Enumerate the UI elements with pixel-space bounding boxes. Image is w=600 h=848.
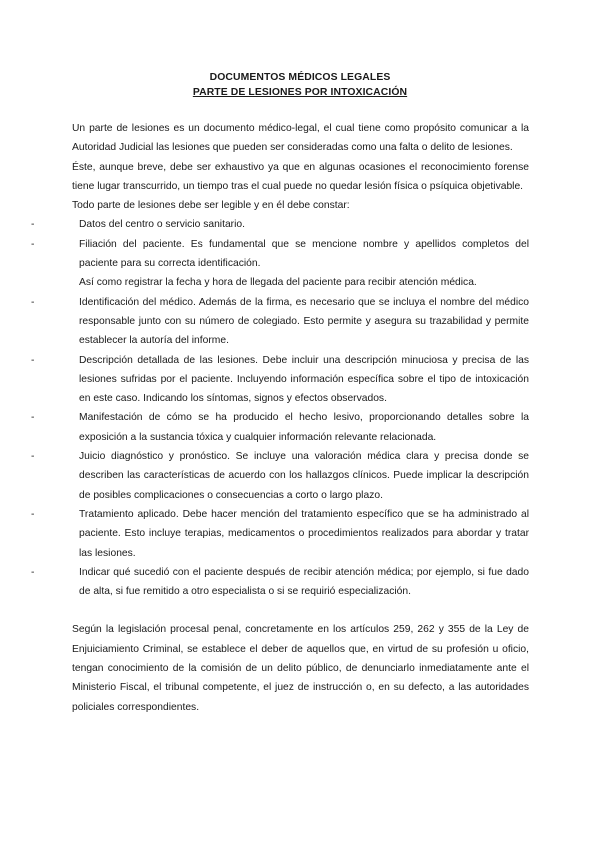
- list-item-text: Manifestación de cómo se ha producido el hecho lesivo, proporcionando detalles sobre la exposición a la sustancia tóxica y cualquier información relevante relacionada.: [79, 412, 529, 443]
- list-item: [31, 447, 529, 505]
- list-item-text: Datos del centro o servicio sanitario.: [79, 219, 245, 231]
- bullet-dash: -: [31, 296, 35, 308]
- requirements-list: [31, 215, 529, 601]
- intro-paragraph-1: Un parte de lesiones es un documento médico-legal, el cual tiene como propósito comunicar a la Autoridad Judicial las lesiones que pueden ser consideradas como una falta o delito de lesiones.: [72, 123, 529, 154]
- bullet-dash: -: [31, 508, 35, 520]
- list-item: [31, 215, 529, 234]
- list-item: [31, 408, 529, 447]
- list-item-text: Filiación del paciente. Es fundamental que se mencione nombre y apellidos completos del paciente para su correcta identificación.: [79, 238, 529, 270]
- list-item: [31, 505, 529, 563]
- bullet-dash: -: [31, 354, 35, 366]
- list-item: [31, 351, 529, 409]
- bullet-dash: -: [31, 451, 35, 463]
- list-item-extra: Así como registrar la fecha y hora de llegada del paciente para recibir atención médica.: [79, 277, 477, 289]
- list-item-text: Tratamiento aplicado. Debe hacer mención del tratamiento específico que se ha administrado al paciente. Esto incluye terapias, medicamentos o procedimientos realizados para abordar y tratar las lesiones.: [79, 508, 529, 559]
- bullet-dash: -: [31, 566, 35, 578]
- list-item-text: Juicio diagnóstico y pronóstico. Se incluye una valoración médica clara y precisa donde se describen las características de acuerdo con los hallazgos clínicos. Puede implicar la descripción de posibles complicaciones o consecuencias a corto o largo plazo.: [79, 451, 529, 501]
- list-item: [31, 293, 529, 351]
- list-item: [31, 563, 529, 602]
- list-item-text: Identificación del médico. Además de la firma, es necesario que se incluya el nombre del médico responsable junto con su número de colegiado. Esto permite y asegura su trazabilidad y permite establecer la autoría del informe.: [79, 296, 529, 347]
- bullet-dash: -: [31, 219, 35, 231]
- document-title: DOCUMENTOS MÉDICOS LEGALES: [209, 72, 391, 83]
- intro-paragraph-2: Éste, aunque breve, debe ser exhaustivo ya que en algunas ocasiones el reconocimiento forense tiene lugar transcurrido, un tiempo tras el cual puede no quedar lesión física o psíquica objetivable.: [72, 161, 529, 192]
- list-item-text: Indicar qué sucedió con el paciente después de recibir atención médica; por ejemplo, si fue dado de alta, si fue remitido a otro especialista o si se requirió especialización.: [79, 566, 529, 598]
- list-item-text: Descripción detallada de las lesiones. Debe incluir una descripción minuciosa y precisa de las lesiones sufridas por el paciente. Incluyendo información específica sobre el tipo de intoxicación en este caso. Indicando los síntomas, signos y efectos observados.: [79, 354, 529, 405]
- document-body: [31, 119, 529, 717]
- paragraph-spacer: [72, 601, 529, 620]
- bullet-dash: -: [31, 412, 35, 424]
- intro-paragraph-3: Todo parte de lesiones debe ser legible y en él debe constar:: [72, 200, 350, 212]
- document-subtitle: PARTE DE LESIONES POR INTOXICACIÓN: [192, 87, 408, 98]
- bullet-dash: -: [31, 238, 35, 250]
- closing-paragraph: Según la legislación procesal penal, concretamente en los artículos 259, 262 y 355 de la Ley de Enjuiciamiento Criminal, se establece el deber de aquellos que, en virtud de su profesión u oficio, tengan conocimiento de la comisión de un delito público, de denunciarlo inmediatamente ante el Ministerio Fiscal, el tribunal competente, el juez de instrucción o, en su defecto, a las autoridades policiales correspondientes.: [72, 624, 529, 713]
- list-item: [31, 235, 529, 274]
